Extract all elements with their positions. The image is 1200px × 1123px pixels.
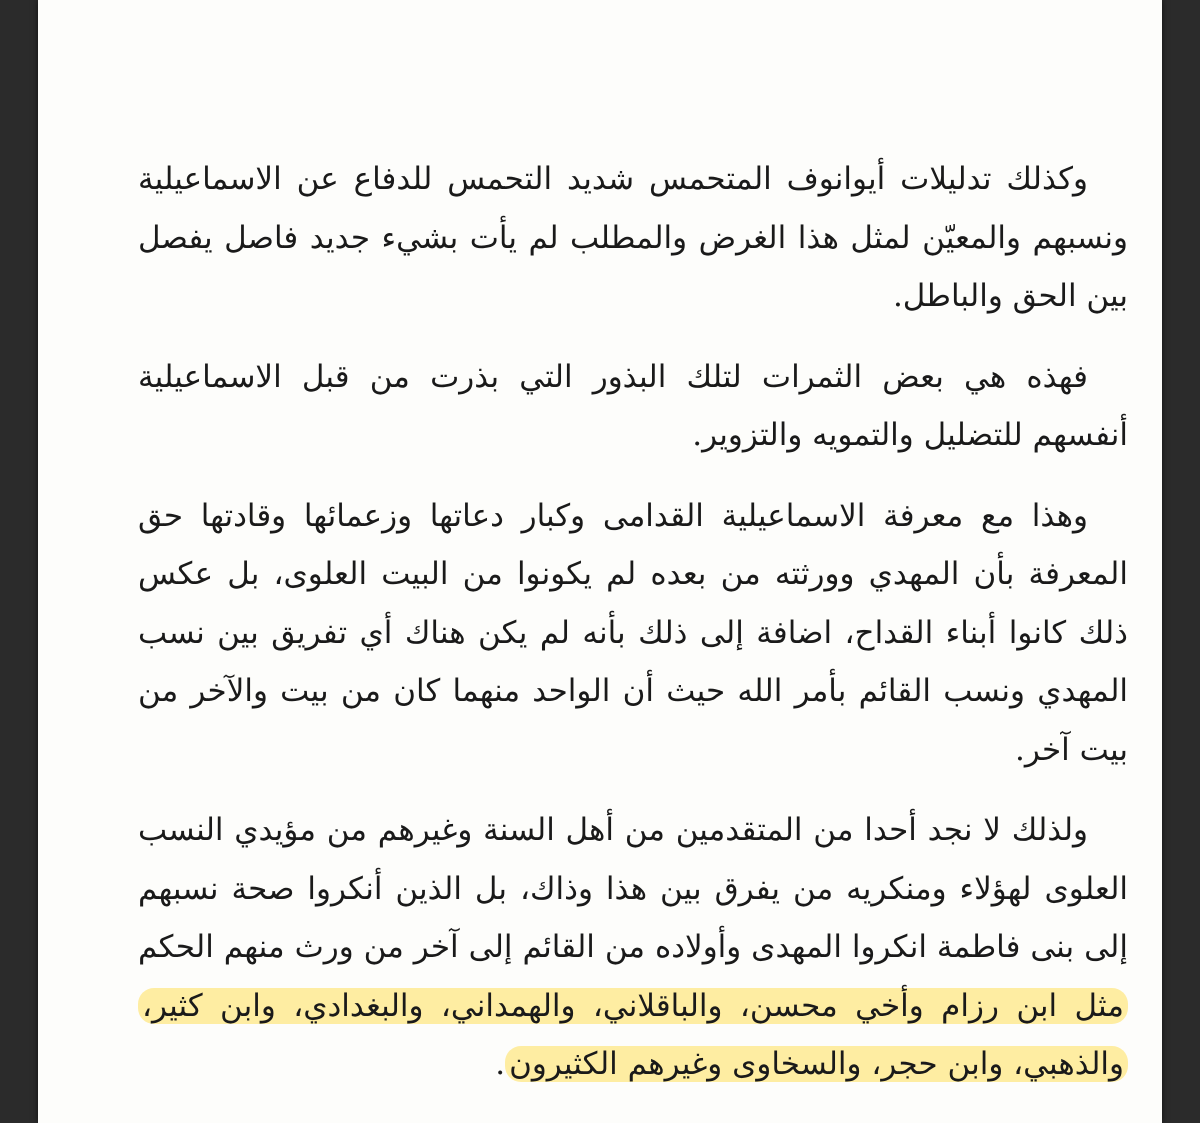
paragraph-scholars: [138, 801, 1128, 1094]
paragraph-fruits: فهذه هي بعض الثمرات لتلك البذور التي بذرت من قبل الاسماعيلية أنفسهم للتضليل والتمويه والتزوير.: [138, 358, 1128, 453]
paragraph-mahdi-lineage: وهذا مع معرفة الاسماعيلية القدامى وكبار دعاتها وزعمائها وقادتها حق المعرفة بأن المهدي وورثته من بعده لم يكونوا من البيت العلوى، بل عكس ذلك كانوا أبناء القداح، اضافة إلى ذلك بأنه لم يكن هناك أي تفريق بين نسب المهدي ونسب القائم بأمر الله حيث أن الواحد منهما كان من بيت والآخر من بيت آخر.: [138, 497, 1128, 768]
paragraph-gap: [138, 326, 1128, 348]
paragraph-ivanov: وكذلك تدليلات أيوانوف المتحمس شديد التحمس للدفاع عن الاسماعيلية ونسبهم والمعيّن لمثل هذا الغرض والمطلب لم يأت بشيء جديد فاصل يفصل بين الحق والباطل.: [138, 161, 1128, 314]
scholars-text-end: .: [495, 1046, 506, 1082]
paragraph-gap: [138, 779, 1128, 801]
arabic-text-body: [138, 150, 1128, 1094]
highlighted-scholars-list: مثل ابن رزام وأخي محسن، والباقلاني، والهمداني، والبغدادي، وابن كثير، والذهبي، وابن حجر، والسخاوى وغيرهم الكثيرون: [138, 988, 1128, 1083]
book-page: [38, 0, 1162, 1123]
scholars-text-intro: ولذلك لا نجد أحدا من المتقدمين من أهل السنة وغيرهم من مؤيدي النسب العلوى لهؤلاء ومنكريه من يفرق بين هذا وذاك، بل الذين أنكروا صحة نسبهم إلى بنى فاطمة انكروا المهدى وأولاده من القائم إلى آخر من ورث منهم الحكم: [138, 812, 1128, 965]
paragraph-gap: [138, 465, 1128, 487]
